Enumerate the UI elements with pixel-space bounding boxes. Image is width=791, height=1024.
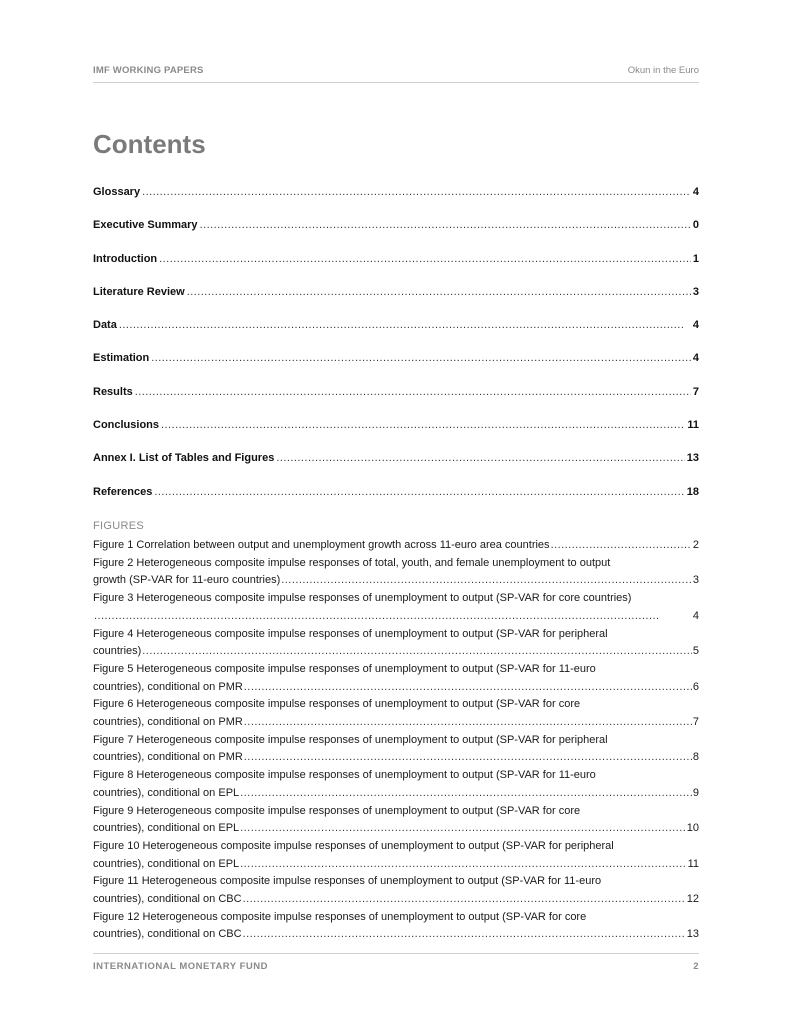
dot-leader <box>244 714 692 732</box>
figure-entry-continuation: countries), conditional on CBC <box>93 893 242 906</box>
figure-entry-title: Figure 2 Heterogeneous composite impulse responses of total, youth, and female unemployment to output <box>93 556 611 569</box>
figure-entry-title: Figure 11 Heterogeneous composite impulse responses of unemployment to output (SP-VAR for 11-euro <box>93 875 602 888</box>
toc-entry[interactable] <box>93 319 699 352</box>
toc-entry-page: 7 <box>692 385 699 398</box>
toc-entry-label: Results <box>93 385 133 398</box>
figure-entry-page: 9 <box>692 786 699 799</box>
toc-entry[interactable] <box>93 486 699 519</box>
header-paper-title: Okun in the Euro <box>627 65 699 76</box>
figure-entry[interactable] <box>93 537 699 555</box>
header-divider <box>93 82 699 83</box>
figure-entry-page: 3 <box>692 574 699 587</box>
figure-entry-title: Figure 6 Heterogeneous composite impulse responses of unemployment to output (SP-VAR for core <box>93 698 581 711</box>
figure-entry[interactable] <box>93 696 699 731</box>
toc-entry[interactable] <box>93 386 699 419</box>
figure-entry[interactable] <box>93 661 699 696</box>
dot-leader <box>142 186 691 198</box>
figure-entry-page: 11 <box>687 857 699 870</box>
figure-entry-page: 5 <box>692 645 699 658</box>
figure-entry[interactable] <box>93 555 699 590</box>
figure-entry[interactable] <box>93 803 699 838</box>
dot-leader <box>94 608 692 626</box>
running-footer <box>93 961 699 972</box>
figure-entry-page: 4 <box>692 609 699 622</box>
toc-entry[interactable] <box>93 286 699 319</box>
dot-leader <box>151 352 691 364</box>
figure-entry-title: Figure 4 Heterogeneous composite impulse responses of unemployment to output (SP-VAR for peripheral <box>93 627 608 640</box>
figures-heading: FIGURES <box>93 520 144 532</box>
figure-entry-title: Figure 9 Heterogeneous composite impulse responses of unemployment to output (SP-VAR for core <box>93 804 581 817</box>
toc-entry-label: Literature Review <box>93 285 185 298</box>
dot-leader <box>154 486 684 498</box>
toc-entry-label: Introduction <box>93 252 158 265</box>
dot-leader <box>240 785 692 803</box>
page-number: 2 <box>693 961 699 972</box>
toc-entry-label: Data <box>93 319 117 332</box>
list-of-figures <box>93 537 699 944</box>
figure-entry-page: 10 <box>686 822 699 835</box>
figure-entry-continuation: countries), conditional on PMR <box>93 716 243 729</box>
dot-leader <box>119 319 691 331</box>
figure-entry-title: Figure 10 Heterogeneous composite impulse responses of unemployment to output (SP-VAR for peripheral <box>93 839 614 852</box>
toc-entry[interactable] <box>93 452 699 485</box>
figure-entry-continuation: Figure 1 Correlation between output and unemployment growth across 11-euro area countries <box>93 539 550 551</box>
figure-entry[interactable] <box>93 909 699 944</box>
dot-leader <box>135 386 691 398</box>
figure-entry-continuation: countries), conditional on CBC <box>93 928 242 941</box>
toc-entry-page: 4 <box>692 186 699 198</box>
header-series-title: IMF WORKING PAPERS <box>93 65 204 76</box>
figure-entry-page: 2 <box>692 539 699 551</box>
figure-entry-continuation: countries), conditional on EPL <box>93 822 240 835</box>
toc-entry-page: 4 <box>692 352 699 365</box>
dot-leader <box>243 891 686 909</box>
toc-entry-label: Glossary <box>93 186 141 198</box>
figure-entry-continuation: countries), conditional on EPL <box>93 857 240 870</box>
toc-entry-page: 1 <box>692 252 699 265</box>
footer-divider <box>93 953 699 954</box>
figure-entry-page: 7 <box>692 716 699 729</box>
toc-entry-page: 0 <box>692 219 699 232</box>
figure-entry-continuation: countries) <box>93 645 142 658</box>
figure-entry-title: Figure 5 Heterogeneous composite impulse responses of unemployment to output (SP-VAR for 11-euro <box>93 662 596 675</box>
dot-leader <box>551 537 692 555</box>
figure-entry[interactable] <box>93 626 699 661</box>
toc-entry[interactable] <box>93 219 699 252</box>
table-of-contents <box>93 186 699 519</box>
toc-entry-label: Conclusions <box>93 419 160 432</box>
figure-entry-continuation: countries), conditional on PMR <box>93 680 243 693</box>
dot-leader <box>276 452 684 464</box>
dot-leader <box>281 572 692 590</box>
toc-entry[interactable] <box>93 352 699 385</box>
figure-entry[interactable] <box>93 838 699 873</box>
dot-leader <box>244 679 692 697</box>
figure-entry-page: 12 <box>686 893 699 906</box>
dot-leader <box>187 286 691 298</box>
toc-entry-page: 4 <box>692 319 699 332</box>
toc-entry-page: 18 <box>686 485 699 498</box>
dot-leader <box>240 856 686 874</box>
figure-entry[interactable] <box>93 873 699 908</box>
figure-entry-title: Figure 3 Heterogeneous composite impulse responses of unemployment to output (SP-VAR for core countries) <box>93 592 632 605</box>
dot-leader <box>159 253 691 265</box>
figure-entry[interactable] <box>93 590 699 625</box>
figure-entry-continuation: countries), conditional on EPL <box>93 786 240 799</box>
toc-entry-label: Annex I. List of Tables and Figures <box>93 452 275 465</box>
toc-entry-label: References <box>93 485 153 498</box>
figure-entry-title: Figure 7 Heterogeneous composite impulse responses of unemployment to output (SP-VAR for peripheral <box>93 733 608 746</box>
figure-entry[interactable] <box>93 767 699 802</box>
dot-leader <box>161 419 685 431</box>
dot-leader <box>142 643 692 661</box>
toc-entry-label: Executive Summary <box>93 219 198 232</box>
dot-leader <box>244 749 692 767</box>
figure-entry-page: 13 <box>686 928 699 941</box>
page-title: Contents <box>93 129 206 159</box>
figure-entry[interactable] <box>93 732 699 767</box>
toc-entry[interactable] <box>93 253 699 286</box>
figure-entry-continuation: countries), conditional on PMR <box>93 751 243 764</box>
figure-entry-title: Figure 12 Heterogeneous composite impulse responses of unemployment to output (SP-VAR for core <box>93 910 587 923</box>
figure-entry-title: Figure 8 Heterogeneous composite impulse responses of unemployment to output (SP-VAR for 11-euro <box>93 769 596 782</box>
figure-entry-page: 8 <box>692 751 699 764</box>
figure-entry-continuation: growth (SP-VAR for 11-euro countries) <box>93 574 281 587</box>
dot-leader <box>240 820 686 838</box>
toc-entry-page: 3 <box>692 285 699 298</box>
toc-entry-page: 11 <box>687 419 699 432</box>
figure-entry-page: 6 <box>692 680 699 693</box>
footer-publisher: INTERNATIONAL MONETARY FUND <box>93 961 268 972</box>
running-header <box>93 65 699 76</box>
dot-leader <box>200 219 691 231</box>
toc-entry[interactable] <box>93 419 699 452</box>
dot-leader <box>243 926 686 944</box>
toc-entry[interactable] <box>93 186 699 219</box>
toc-entry-label: Estimation <box>93 352 150 365</box>
toc-entry-page: 13 <box>686 452 699 465</box>
